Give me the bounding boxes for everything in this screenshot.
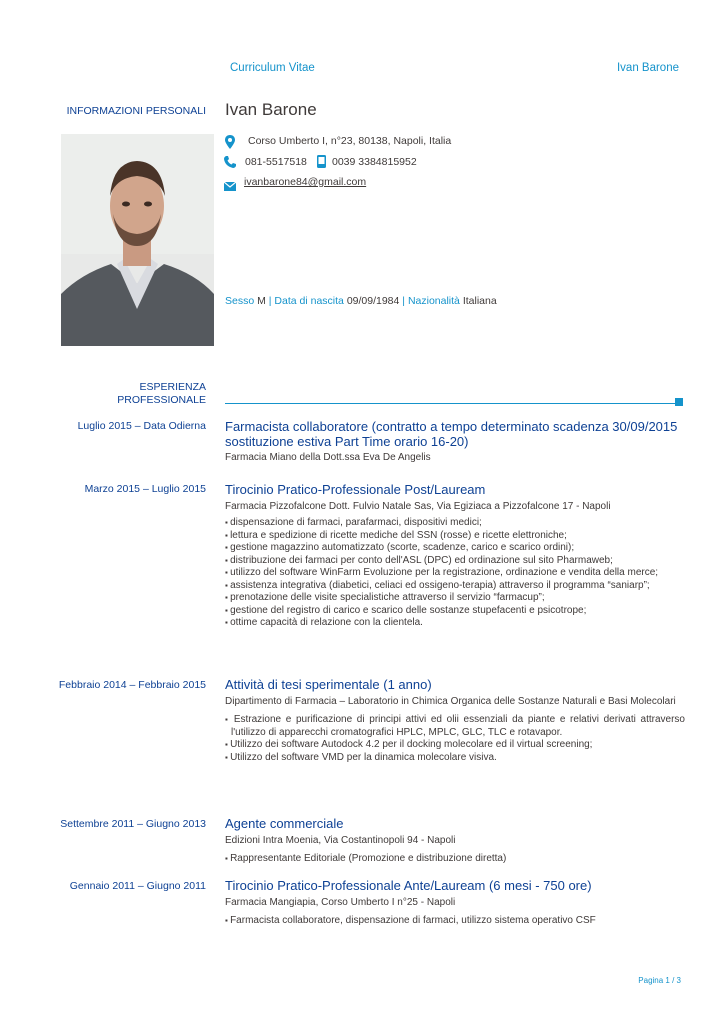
exp-5-bullets — [225, 915, 685, 928]
dob-value: 09/09/1984 — [346, 295, 400, 307]
list-item: ▪ distribuzione dei farmaci per conto dell'ASL (DPC) ed ordinazione sul sito Pharmaweb; — [225, 555, 685, 568]
list-item: ▪ Utilizzo dei software Autodock 4.2 per il docking molecolare ed il virtual screening; — [225, 739, 685, 752]
phone-icon — [224, 155, 236, 173]
exp-2-title: Tirocinio Pratico-Professionale Post/Lauream — [225, 482, 486, 497]
exp-1-date: Luglio 2015 – Data Odierna — [77, 420, 206, 432]
exp-4-org: Edizioni Intra Moenia, Via Costantinopoli 94 - Napoli — [225, 835, 456, 846]
exp-5-title: Tirocinio Pratico-Professionale Ante/Lauream (6 mesi - 750 ore) — [225, 878, 592, 893]
nationality-value: Italiana — [462, 295, 497, 307]
list-item: ▪ prenotazione delle visite specialistiche attraverso il servizio “farmacup”; — [225, 592, 685, 605]
exp-5-org: Farmacia Mangiapia, Corso Umberto I n°25 - Napoli — [225, 897, 456, 908]
exp-3-org: Dipartimento di Farmacia – Laboratorio in Chimica Organica delle Sostanze Naturali e Basi Molecolari — [225, 696, 676, 707]
exp-4-date: Settembre 2011 – Giugno 2013 — [60, 818, 206, 830]
list-item: ▪ utilizzo del software WinFarm Evoluzione per la registrazione, ordinazione e vendita della merce; — [225, 567, 685, 580]
list-item: ▪ Rappresentante Editoriale (Promozione e distribuzione diretta) — [225, 853, 685, 866]
experience-section-label — [117, 381, 206, 407]
section-divider-marker — [675, 398, 683, 406]
list-item: ▪ assistenza integrativa (diabetici, celiaci ed ossigeno-terapia) attraverso il programma “saniarp”; — [225, 580, 685, 593]
list-item: ▪ gestione magazzino automatizzato (scorte, scadenze, carico e scarico ordini); — [225, 542, 685, 555]
exp-1-org: Farmacia Miano della Dott.ssa Eva De Angelis — [225, 452, 431, 463]
personal-section-label: INFORMAZIONI PERSONALI — [66, 105, 206, 117]
mobile-icon — [317, 155, 326, 173]
experience-label-line1: ESPERIENZA — [139, 381, 206, 393]
experience-label-line2: PROFESSIONALE — [117, 394, 206, 406]
sesso-label: Sesso — [225, 295, 255, 307]
exp-2-date: Marzo 2015 – Luglio 2015 — [84, 483, 206, 495]
address: Corso Umberto I, n°23, 80138, Napoli, Italia — [248, 135, 452, 147]
list-item: ▪ lettura e spedizione di ricette mediche del SSN (rosse) e ricette elettroniche; — [225, 530, 685, 543]
mobile: 0039 3384815952 — [332, 156, 417, 168]
exp-1-title: Farmacista collaboratore (contratto a tempo determinato scadenza 30/09/2015 sostituzione estiva Part Time orario 16-20) — [225, 419, 678, 449]
exp-2-bullets — [225, 517, 685, 630]
list-item: ▪ Estrazione e purificazione di principi attivi ed olii essenziali da piante e relativi derivati attraverso l'utilizzo di apparecchi cromatografici HPLC, MPLC, GLC, TLC e rotavapor. — [225, 714, 685, 739]
list-item: ▪ Utilizzo del software VMD per la dinamica molecolare visiva. — [225, 752, 685, 765]
exp-4-bullets — [225, 853, 685, 866]
phone: 081-5517518 — [245, 156, 307, 168]
list-item: ▪ dispensazione di farmaci, parafarmaci, dispositivi medici; — [225, 517, 685, 530]
location-icon — [225, 135, 235, 154]
exp-4-title: Agente commerciale — [225, 816, 344, 831]
list-item: ▪ ottime capacità di relazione con la clientela. — [225, 617, 685, 630]
person-name: Ivan Barone — [225, 100, 317, 119]
email-link[interactable]: ivanbarone84@gmail.com — [244, 176, 367, 188]
exp-2-org: Farmacia Pizzofalcone Dott. Fulvio Natale Sas, Via Egiziaca a Pizzofalcone 17 - Napoli — [225, 501, 611, 512]
section-divider — [225, 403, 676, 404]
exp-3-bullets — [225, 714, 685, 764]
profile-photo — [61, 134, 214, 346]
sesso-value: M — [257, 295, 266, 307]
exp-5-date: Gennaio 2011 – Giugno 2011 — [69, 880, 206, 892]
email-icon — [224, 178, 236, 196]
nationality-label: | Nazionalità — [402, 295, 460, 307]
header-right: Ivan Barone — [616, 62, 679, 74]
page-number: Pagina 1 / 3 — [638, 976, 681, 985]
dob-label: | Data di nascita — [268, 295, 344, 307]
exp-3-title: Attività di tesi sperimentale (1 anno) — [225, 677, 432, 692]
header-left: Curriculum Vitae — [230, 62, 315, 74]
list-item: ▪ gestione del registro di carico e scarico delle sostanze stupefacenti e psicotrope; — [225, 605, 685, 618]
list-item: ▪ Farmacista collaboratore, dispensazione di farmaci, utilizzo sistema operativo CSF — [225, 915, 685, 928]
personal-details — [225, 295, 497, 307]
exp-3-date: Febbraio 2014 – Febbraio 2015 — [58, 679, 206, 691]
